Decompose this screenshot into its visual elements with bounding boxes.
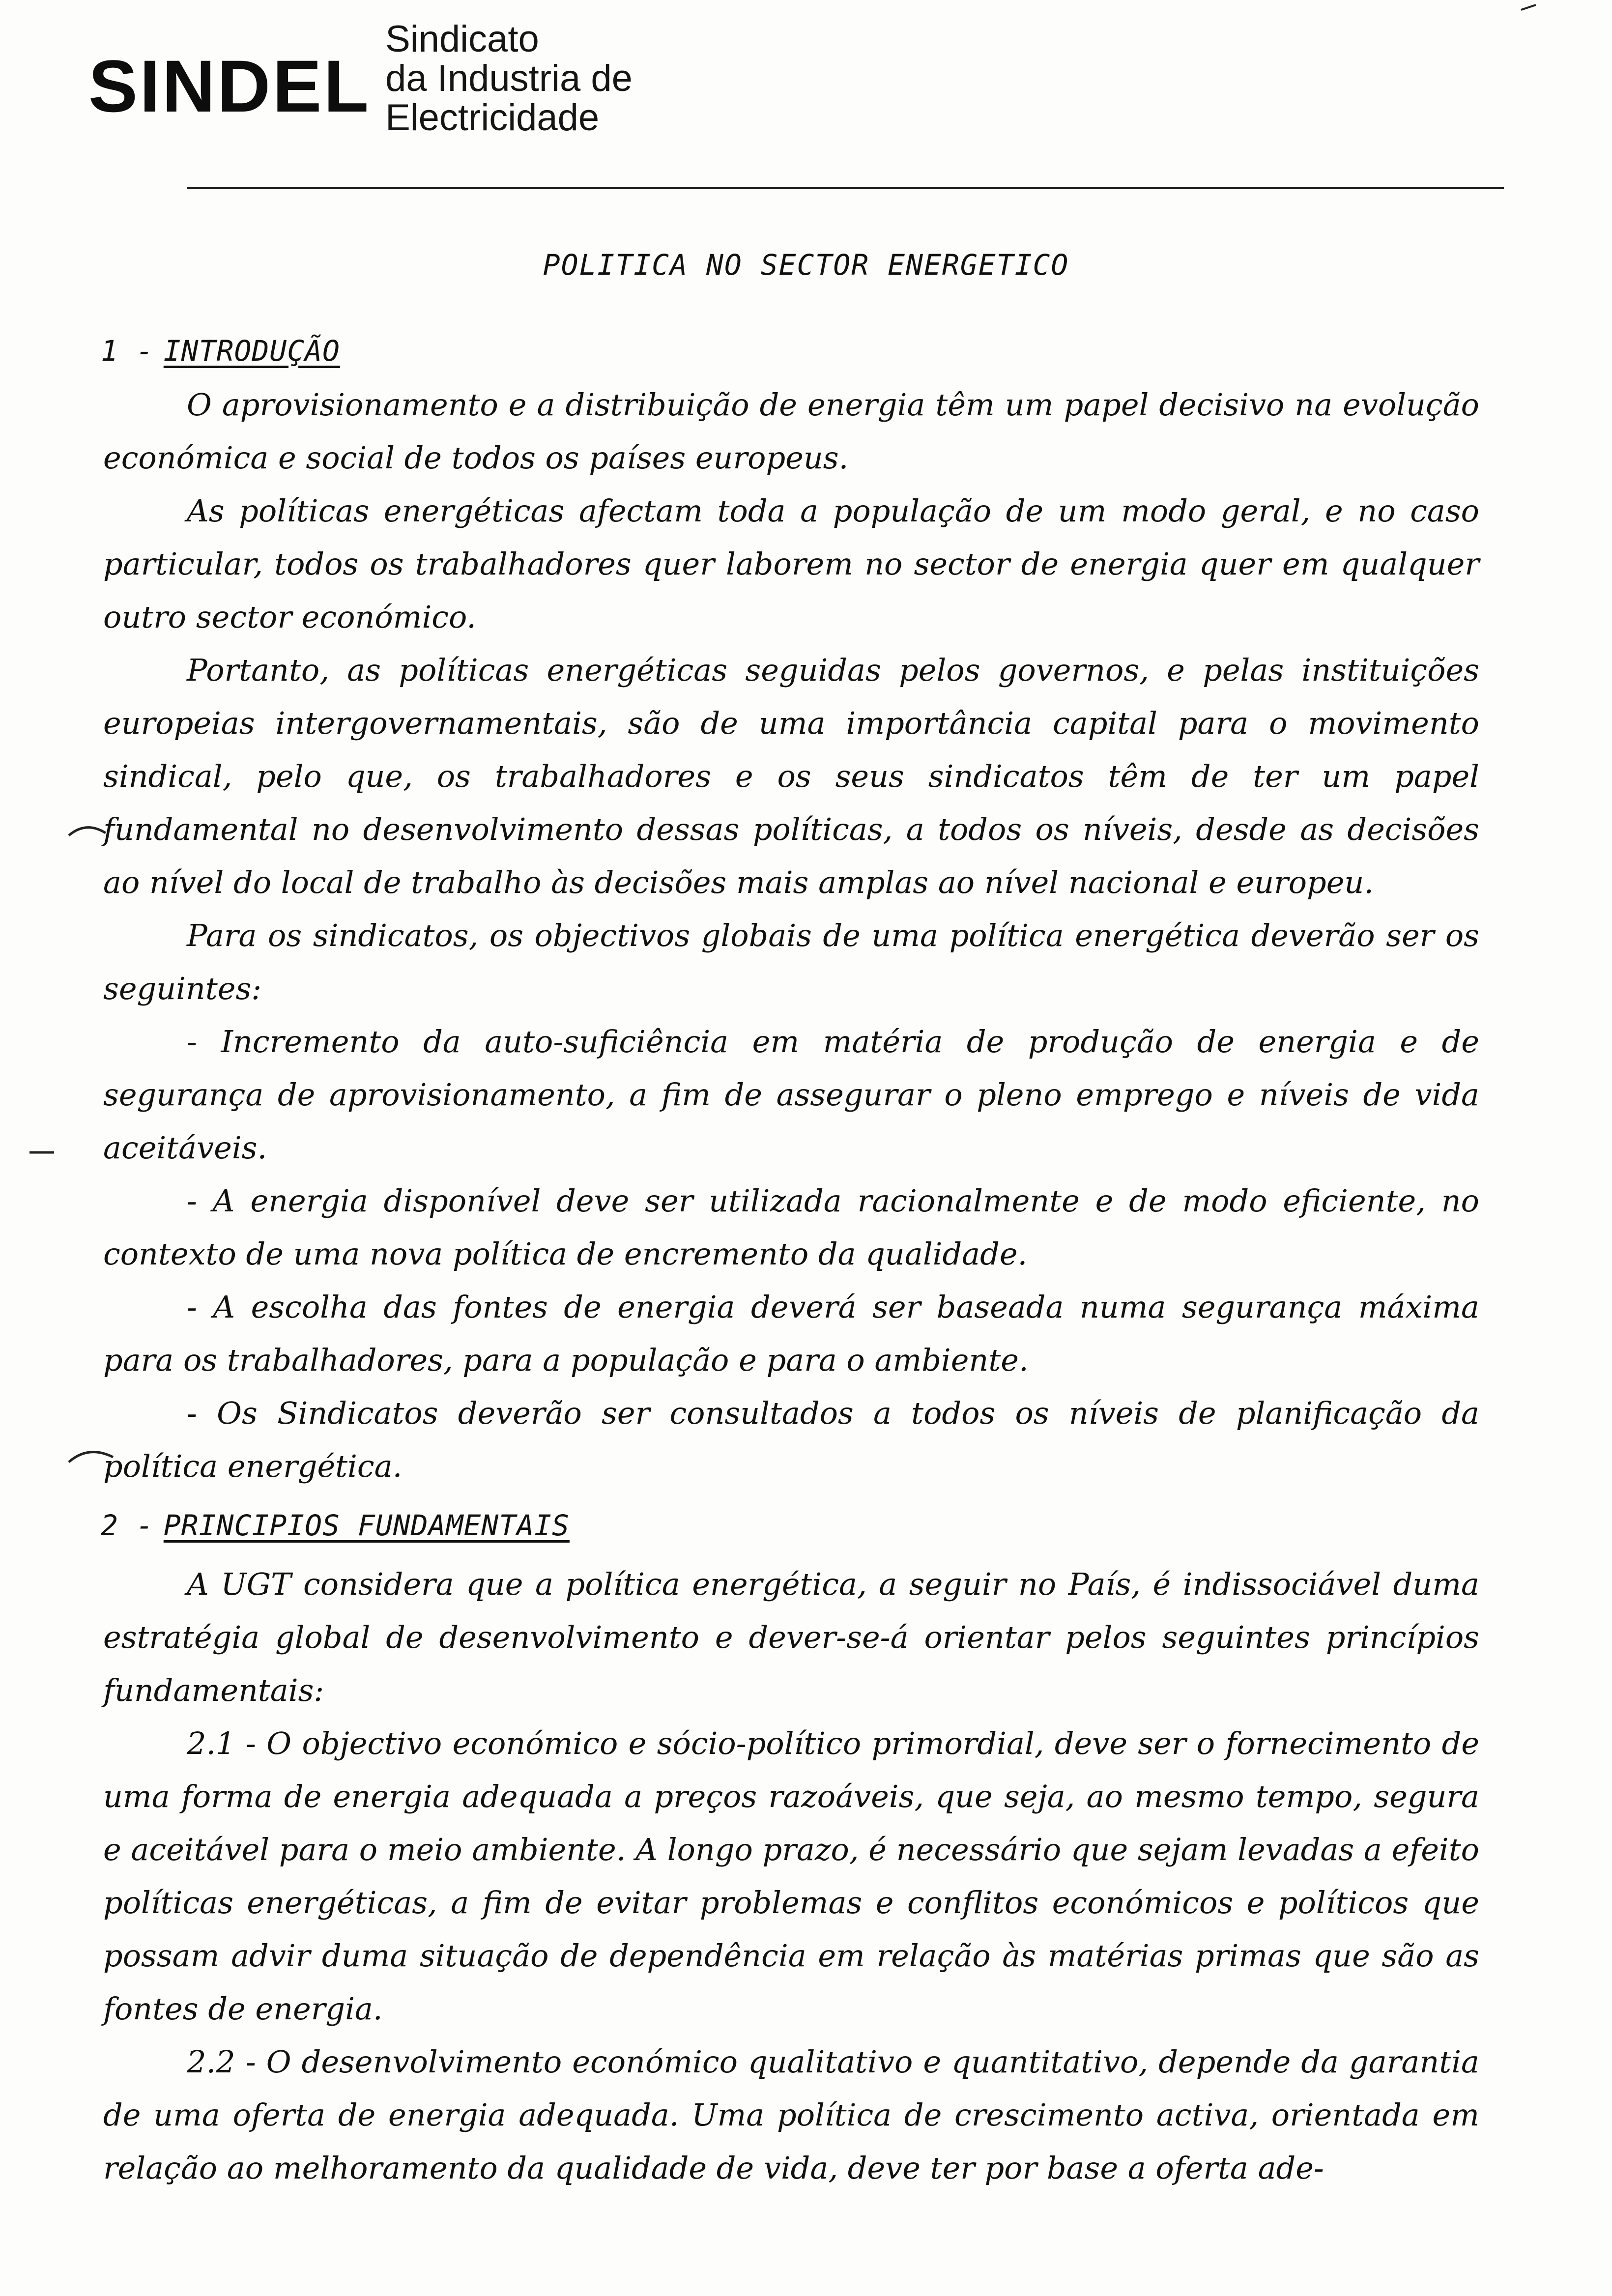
paragraph: As políticas energéticas afectam toda a população de um modo geral, e no caso particular, todos os trabalhadores quer laborem no sector de energia quer em qualquer outro sector económico. [103,493,1479,635]
section-title: PRINCIPIOS FUNDAMENTAIS [163,1509,570,1542]
letterhead-subtitle-line: Sindicato [385,18,539,60]
margin-mark [69,828,106,835]
paragraph: Portanto, as políticas energéticas seguidas pelos governos, e pelas instituições europeias intergovernamentais, são de uma importância capital para o movimento sindical, pelo que, os trabalhadores e os seus sindicatos têm de ter um papel fundamental no desenvolvimento dessas políticas, a todos os níveis, desde as decisões ao nível do local de trabalho às decisões mais amplas ao nível nacional e europeu. [103,652,1479,900]
header-divider [187,187,1504,189]
list-item: - Os Sindicatos deverão ser consultados a todos os níveis de planificação da política energética. [103,1395,1479,1484]
section-body-principios [103,1558,1479,2195]
letterhead-subtitle-line: Electricidade [385,97,600,139]
sindel-logo: SINDEL [88,45,371,127]
list-item: - A escolha das fontes de energia deverá ser baseada numa segurança máxima para os trabalhadores, para a população e para o ambiente. [103,1289,1479,1378]
scan-speck [1521,5,1536,10]
letterhead-subtitle-line: da Industria de [385,57,633,99]
paragraph: Para os sindicatos, os objectivos globais de uma política energética deverão ser os seguintes: [103,918,1479,1006]
section-body-introducao [103,378,1479,1493]
paragraph: O aprovisionamento e a distribuição de energia têm um papel decisivo na evolução económica e social de todos os países europeus. [103,387,1479,476]
section-title: INTRODUÇÃO [163,334,340,368]
list-item: - A energia disponível deve ser utilizada racionalmente e de modo eficiente, no contexto de uma nova política de encremento da qualidade. [103,1183,1479,1272]
list-item: - Incremento da auto-suficiência em matéria de produção de energia e de segurança de aprovisionamento, a fim de assegurar o pleno emprego e níveis de vida aceitáveis. [103,1024,1479,1166]
section-number: 2 - [101,1509,154,1542]
section-heading-introducao [101,334,340,368]
document-title: POLITICA NO SECTOR ENERGETICO [543,248,1069,282]
section-number: 1 - [101,334,154,368]
section-heading-principios [101,1509,570,1542]
paragraph: 2.2 - O desenvolvimento económico qualitativo e quantitativo, depende da garantia de uma oferta de energia adequada. Uma política de crescimento activa, orientada em relação ao melhoramento da qualidade de vida, deve ter por base a oferta ade- [103,2044,1479,2186]
letterhead-subtitle [385,20,633,138]
paragraph: 2.1 - O objectivo económico e sócio-político primordial, deve ser o fornecimento de uma forma de energia adequada a preços razoáveis, que seja, ao mesmo tempo, segura e aceitável para o meio ambiente. A longo prazo, é necessário que sejam levadas a efeito políticas energéticas, a fim de evitar problemas e conflitos económicos e políticos que possam advir duma situação de dependência em relação às matérias primas que são as fontes de energia. [103,1725,1479,2027]
paragraph: A UGT considera que a política energética, a seguir no País, é indissociável duma estratégia global de desenvolvimento e dever-se-á orientar pelos seguintes princípios fundamentais: [103,1566,1479,1708]
letterhead [88,20,633,138]
